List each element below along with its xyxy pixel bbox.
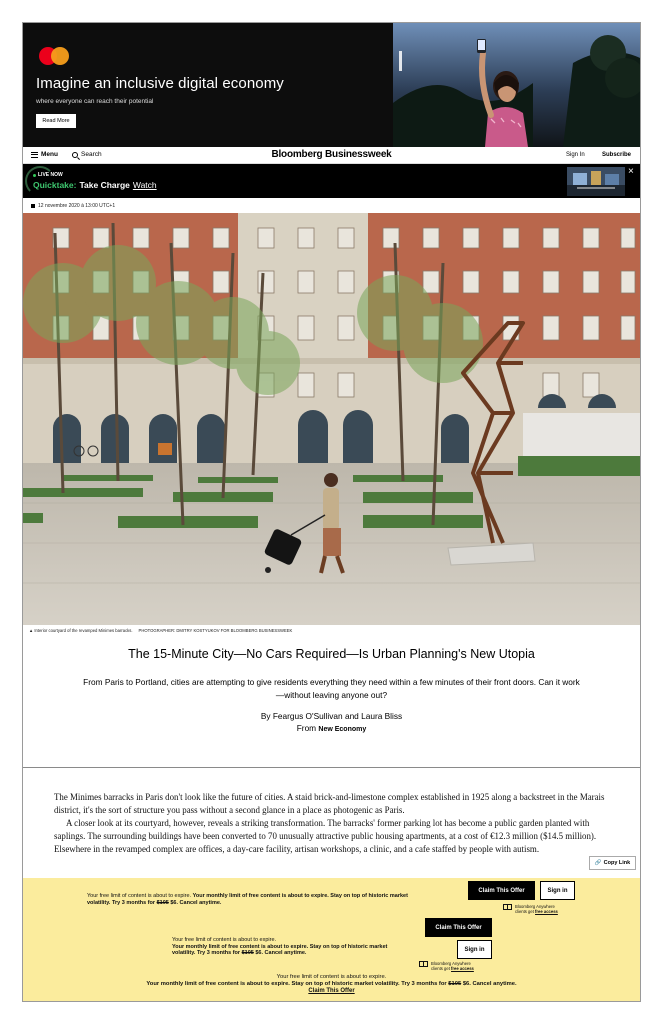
live-dot-icon [33,174,36,177]
claim-offer-link-narrow[interactable]: Claim This Offer [308,988,355,994]
caption-text: ▲ Interior courtyard of the revamped Minimes barracks. [29,628,133,633]
ad-subline: where everyone can reach their potential [36,98,154,105]
article-body [54,791,614,856]
copy-link-button[interactable] [589,856,636,870]
article-from-line [23,723,640,733]
paywall-message-narrow: Your free limit of content is about to expire. Your monthly limit of free content is about to expire. Stay on top of historic market volatility. Try 3 months for $105 $6. Cancel anytime. Claim This Offer [146,974,517,994]
menu-label: Menu [41,151,58,158]
paragraph-1: The Minimes barracks in Paris don't look like the future of cities. A staid brick-and-limestone complex established in 1925 along a backstreet in the Marais district, it's the sort of structure you pass without a second glance in a place as photogenic as Paris. [54,792,605,816]
live-video-thumbnail[interactable] [567,167,625,196]
devices-icon [503,904,512,910]
copy-link-label: Copy Link [603,860,631,866]
ad-photo-girl-with-phone [393,23,640,147]
ad-read-more-button[interactable]: Read More [36,114,76,128]
page-frame [22,22,641,1002]
paragraph-2: A closer look at its courtyard, however, reveals a striking transformation. The barracks' former parking lot has become a public garden planted with saplings. The surrounding buildings have been converted to 70 unusually attractive public housing apartments, at a cost of €12.3 million ($14.5 million). Elsewhere in the revamped complex are offices, a day-care facility, artisan workshops, a clinic, and a cafe staffed by people with autism. [54,818,597,855]
link-icon: 🔗 [594,860,602,866]
ad-banner[interactable] [23,23,640,147]
top-navbar [23,147,640,164]
free-access-link[interactable]: free access [535,909,558,914]
live-now-badge [33,172,63,178]
menu-button[interactable] [31,151,58,158]
article-headline: The 15-Minute City—No Cars Required—Is Urban Planning's New Utopia [128,647,535,661]
free-access-link-medium[interactable]: free access [451,966,474,971]
live-show-name: Take Charge [79,180,130,190]
date-text: 12 novembre 2020 à 13:00 UTC+1 [38,203,116,209]
search-button[interactable] [72,151,102,158]
article-date [31,203,115,209]
signin-link[interactable]: Sign In [566,152,585,158]
live-brand: Quicktake: [33,180,77,190]
subscribe-link[interactable]: Subscribe [602,152,632,158]
brand-logo[interactable]: Bloomberg Businessweek [271,149,392,160]
devices-icon [419,961,428,967]
photo-caption [29,628,292,633]
article-dek: From Paris to Portland, cities are attempting to give residents everything they need within a few minutes of their front doors. Can it work—without leaving anyone out? [83,677,580,700]
close-icon[interactable]: × [628,166,634,177]
mastercard-logo-icon [39,47,69,65]
paywall-signin-button[interactable]: Sign in [540,881,575,900]
ad-headline: Imagine an inclusive digital economy [36,75,284,92]
from-prefix: From [296,723,317,733]
hamburger-icon [31,152,38,158]
search-label: Search [81,151,102,158]
header-divider [23,767,640,768]
photo-credit: PHOTOGRAPHER: DMITRY KOSTYUKOV FOR BLOOMBERG BUSINESSWEEK [138,628,293,633]
live-now-strip[interactable] [23,164,640,198]
article-byline: By Feargus O'Sullivan and Laura Bliss [260,711,403,721]
date-marker-icon [31,204,35,208]
watch-link[interactable]: Watch [132,180,157,190]
live-title [33,180,157,190]
paywall-signin-button-medium[interactable]: Sign in [457,940,492,959]
claim-offer-button[interactable]: Claim This Offer [468,881,535,900]
section-link-new-economy[interactable]: New Economy [318,726,367,733]
search-icon [72,152,78,158]
claim-offer-button-medium[interactable]: Claim This Offer [425,918,492,937]
paywall-message-medium: Your free limit of content is about to expire. Your monthly limit of free content is about to expire. Stay on top of historic market volatility. Try 3 months for $105 $6. Cancel anytime. [172,937,388,957]
hero-photo-courtyard [23,213,640,625]
live-badge-text: LIVE NOW [38,172,63,178]
bloomberg-anywhere-note: Bloomberg Anywhere clients get free access [503,904,558,914]
bloomberg-anywhere-note-medium: Bloomberg Anywhere clients get free access [419,961,474,971]
paywall-banner [23,878,640,1002]
paywall-message-wide: Your free limit of content is about to expire. Your monthly limit of free content is about to expire. Stay on top of historic market volatility. Try 3 months for $105 $6. Cancel anytime. [87,893,408,907]
